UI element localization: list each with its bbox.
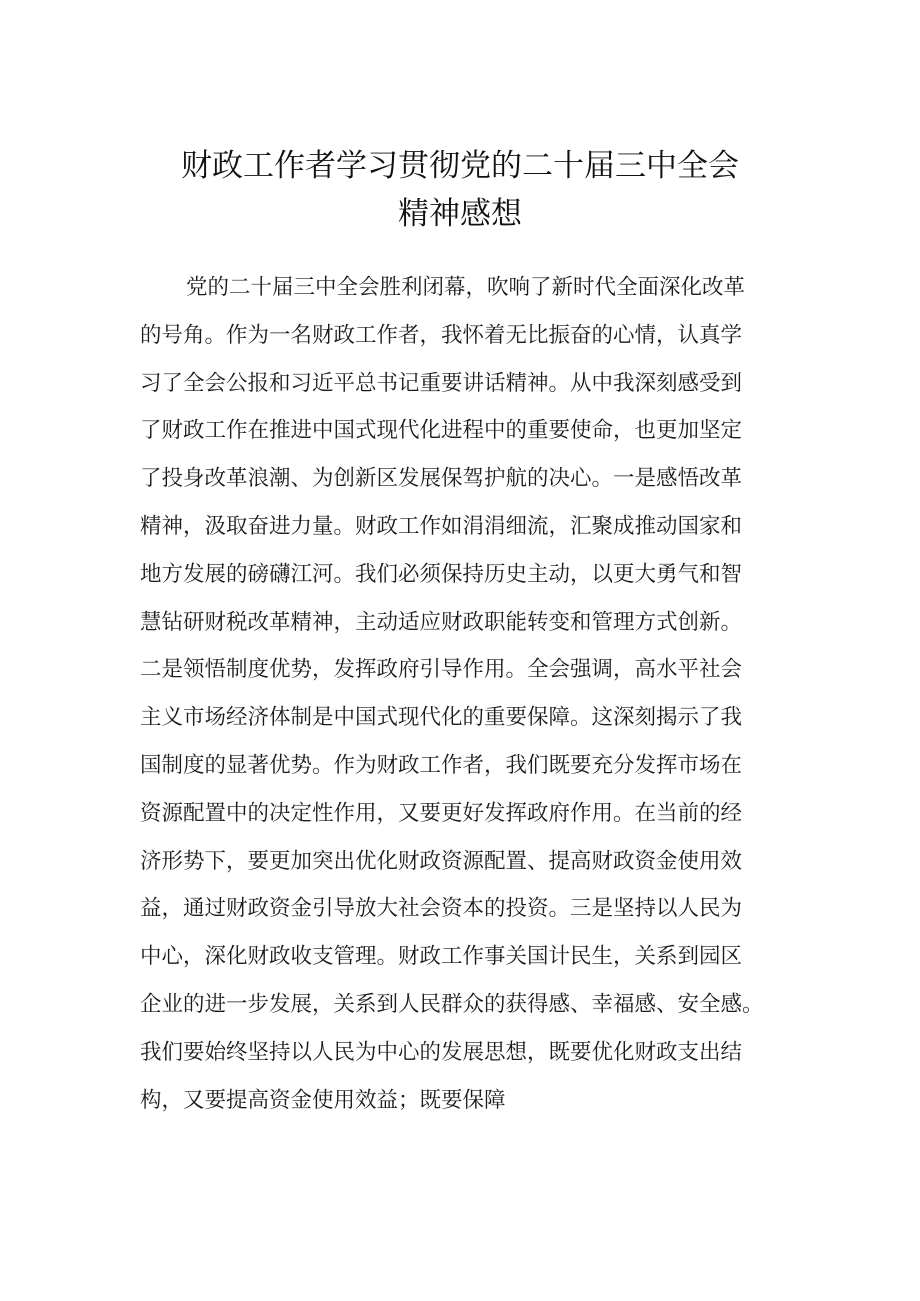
title-line: 财政工作者学习贯彻党的二十届三中全会 [181,148,739,184]
body-line: 精神，汲取奋进力量。财政工作如涓涓细流，汇聚成推动国家和 [140,513,743,539]
body-line: 国制度的显著优势。作为财政工作者，我们既要充分发挥市场在 [140,752,743,778]
body-line: 构，又要提高资金使用效益；既要保障 [140,1087,506,1113]
document-body [140,264,790,1124]
body-line: 益，通过财政资金引导放大社会资本的投资。三是坚持以人民为 [140,896,743,922]
body-line: 地方发展的磅礴江河。我们必须保持历史主动，以更大勇气和智 [140,561,743,587]
body-line: 济形势下，要更加突出优化财政资源配置、提高财政资金使用效 [140,848,743,874]
body-line: 二是领悟制度优势，发挥政府引导作用。全会强调，高水平社会 [140,657,743,683]
title-line: 精神感想 [398,196,522,232]
body-line: 我们要始终坚持以人民为中心的发展思想，既要优化财政支出结 [140,1039,743,1065]
body-line: 主义市场经济体制是中国式现代化的重要保障。这深刻揭示了我 [140,705,743,731]
body-line: 企业的进一步发展，关系到人民群众的获得感、幸福感、安全感。 [140,991,764,1017]
body-line: 习了全会公报和习近平总书记重要讲话精神。从中我深刻感受到 [140,370,743,396]
document-title [120,142,800,238]
body-line: 中心，深化财政收支管理。财政工作事关国计民生，关系到园区 [140,944,743,970]
body-line: 慧钻研财税改革精神，主动适应财政职能转变和管理方式创新。 [140,609,743,635]
body-line: 资源配置中的决定性作用，又要更好发挥政府作用。在当前的经 [140,800,743,826]
body-line: 的号角。作为一名财政工作者，我怀着无比振奋的心情，认真学 [140,322,743,348]
body-line: 党的二十届三中全会胜利闭幕，吹响了新时代全面深化改革 [186,275,746,300]
body-line: 了投身改革浪潮、为创新区发展保驾护航的决心。一是感悟改革 [140,466,743,492]
body-line: 了财政工作在推进中国式现代化进程中的重要使命，也更加坚定 [140,418,743,444]
